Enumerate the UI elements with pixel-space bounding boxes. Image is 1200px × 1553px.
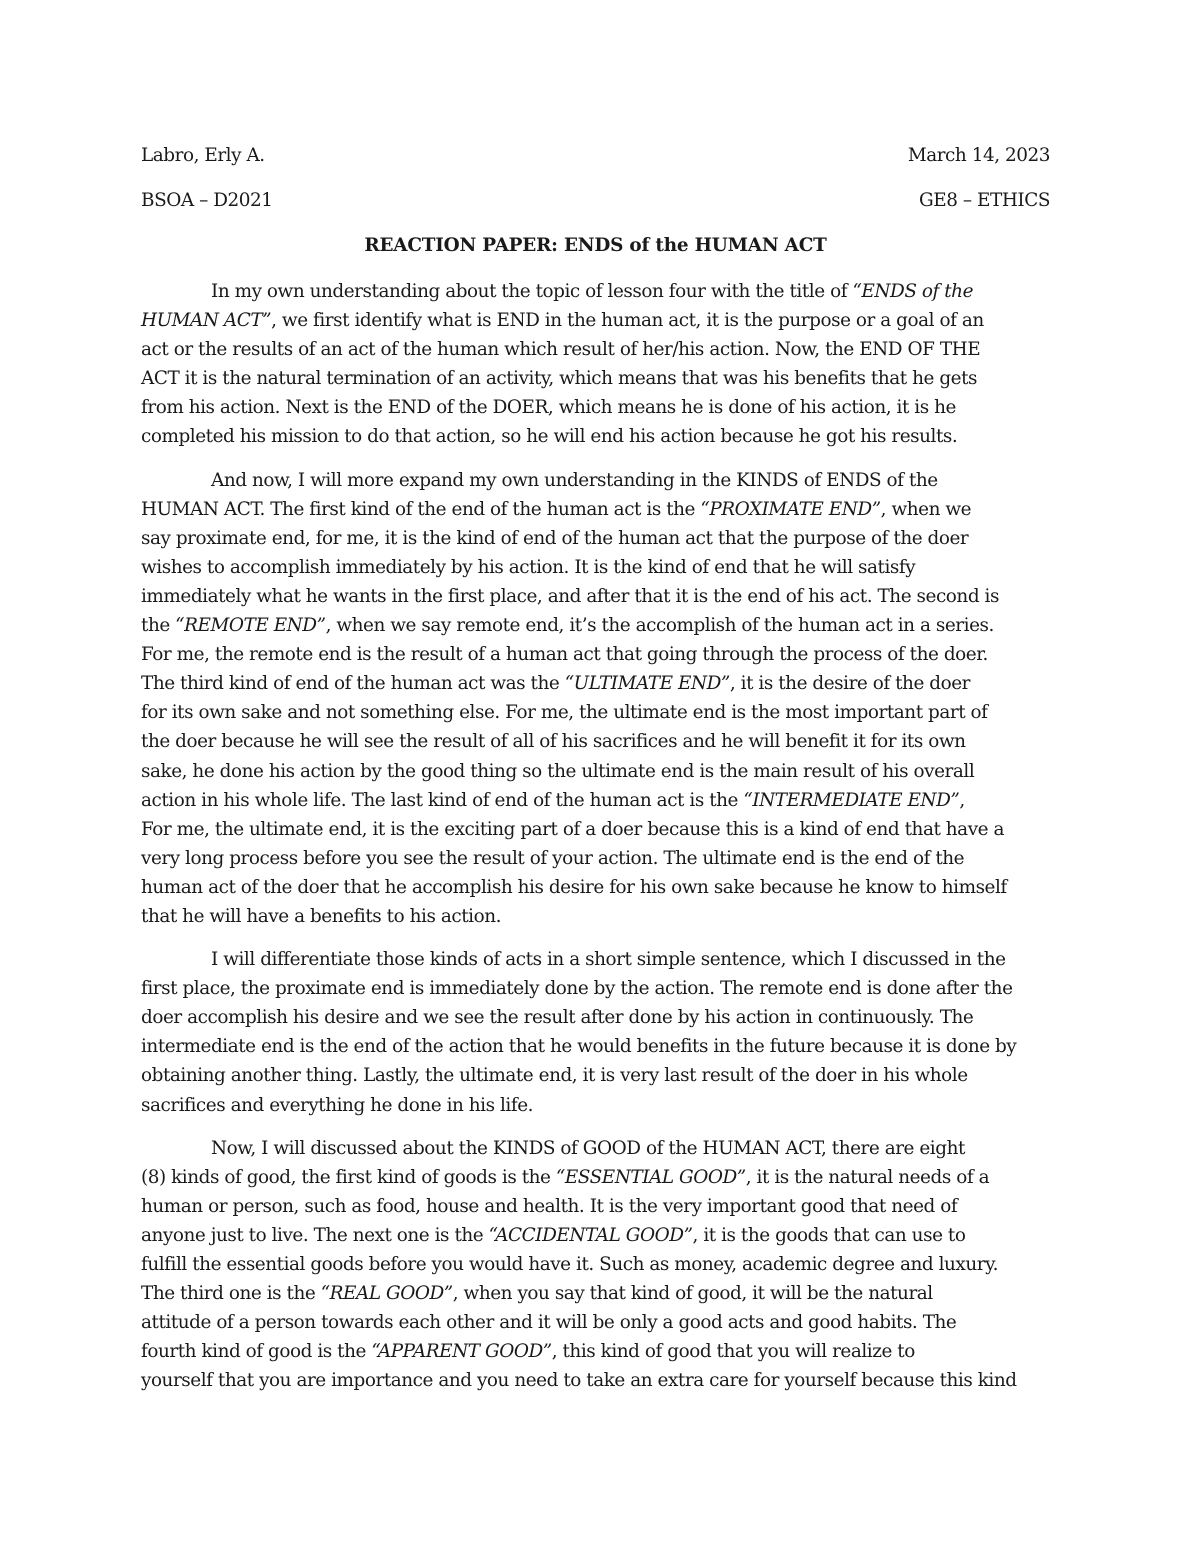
text-run: For me, the remote end is the result of a human act that going through the process of the doer.: [141, 644, 988, 666]
text-line: [141, 1250, 1053, 1279]
text-line: [141, 1192, 1053, 1221]
text-line: [141, 640, 1053, 669]
text-run: that he will have a benefits to his action.: [141, 905, 501, 927]
text-run: action in his whole life. The last kind of end of the human act is the: [141, 789, 744, 811]
course-code: GE8 – ETHICS: [919, 190, 1050, 211]
text-line: [141, 757, 1053, 786]
text-line: [141, 466, 1053, 495]
text-line: [141, 844, 1053, 873]
text-run: say proximate end, for me, it is the kind of end of the human act that the purpose of the doer: [141, 527, 969, 549]
text-run: ,: [959, 789, 965, 811]
text-run: completed his mission to do that action, so he will end his action because he got his results.: [141, 426, 958, 448]
text-line: [141, 393, 1053, 422]
text-line: [141, 495, 1053, 524]
paragraph: [141, 945, 1053, 1120]
text-run: wishes to accomplish immediately by his action. It is the kind of end that he will satisfy: [141, 556, 916, 578]
text-run: In my own understanding about the topic of lesson four with the title of: [211, 281, 853, 302]
text-line: [141, 1032, 1053, 1061]
header-row-1: [141, 141, 1050, 170]
text-run: immediately what he wants in the first place, and after that it is the end of his act. The second is: [141, 585, 999, 607]
paragraph: [141, 277, 1053, 452]
text-line: [141, 335, 1053, 364]
text-line: [141, 422, 1053, 451]
text-line: [141, 1134, 1053, 1163]
italic-term: “ACCIDENTAL GOOD”: [488, 1224, 693, 1246]
text-line: [141, 553, 1053, 582]
text-run: , it is the desire of the doer: [729, 673, 971, 695]
italic-term: HUMAN ACT”: [141, 310, 272, 332]
text-run: very long process before you see the result of your action. The ultimate end is the end of the: [141, 847, 965, 869]
text-line: [141, 364, 1053, 393]
text-line: [141, 582, 1053, 611]
text-run: sake, he done his action by the good thing so the ultimate end is the main result of his overall: [141, 760, 975, 782]
page-title: REACTION PAPER: ENDS of the HUMAN ACT: [364, 235, 827, 256]
header-row-2: [141, 186, 1050, 215]
text-run: doer accomplish his desire and we see the result after done by his action in continuously. The: [141, 1007, 974, 1029]
text-run: the: [141, 615, 176, 637]
text-line: [141, 1163, 1053, 1192]
text-run: the doer because he will see the result of all of his sacrifices and he will benefit it for its own: [141, 731, 966, 753]
text-run: obtaining another thing. Lastly, the ultimate end, it is very last result of the doer in his whole: [141, 1065, 968, 1087]
text-line: [141, 698, 1053, 727]
text-run: intermediate end is the end of the action that he would benefits in the future because it is done by: [141, 1036, 1017, 1058]
text-run: (8) kinds of good, the first kind of goods is the: [141, 1166, 556, 1188]
text-run: , when we say remote end, it’s the accomplish of the human act in a series.: [325, 615, 994, 637]
text-line: [141, 1366, 1053, 1395]
text-line: [141, 1003, 1053, 1032]
text-run: , when you say that kind of good, it will be the natural: [452, 1283, 933, 1305]
text-line: [141, 1221, 1053, 1250]
text-line: [141, 1279, 1053, 1308]
text-line: [141, 306, 1053, 335]
text-run: The third one is the: [141, 1283, 321, 1305]
text-run: And now, I will more expand my own understanding in the KINDS of ENDS of the: [211, 469, 938, 491]
text-run: fulfill the essential goods before you would have it. Such as money, academic degree and luxury.: [141, 1254, 998, 1275]
text-run: act or the results of an act of the human which result of her/his action. Now, the END OF THE: [141, 339, 981, 361]
text-run: , when we: [880, 498, 972, 520]
paragraph: [141, 466, 1053, 932]
document-date: March 14, 2023: [907, 145, 1050, 166]
text-line: [141, 277, 1053, 306]
text-line: [141, 524, 1053, 553]
text-run: from his action. Next is the END of the DOER, which means he is done of his action, it is he: [141, 397, 956, 419]
text-run: HUMAN ACT. The first kind of the end of the human act is the: [141, 498, 701, 520]
text-run: first place, the proximate end is immediately done by the action. The remote end is done after the: [141, 978, 1013, 1000]
text-line: [141, 873, 1053, 902]
text-line: [141, 786, 1053, 815]
italic-term: “APPARENT GOOD”: [371, 1341, 552, 1363]
author-name: Labro, Erly A.: [141, 145, 265, 166]
italic-term: “INTERMEDIATE END”: [743, 789, 960, 811]
text-line: [141, 1061, 1053, 1090]
text-run: , it is the natural needs of a: [745, 1166, 990, 1188]
text-run: fourth kind of good is the: [141, 1341, 372, 1363]
text-run: human act of the doer that he accomplish his desire for his own sake because he know to himself: [141, 876, 1007, 898]
text-run: for its own sake and not something else. For me, the ultimate end is the most important part of: [141, 702, 988, 724]
italic-term: “REAL GOOD”: [320, 1283, 453, 1305]
text-run: , it is the goods that can use to: [692, 1224, 966, 1246]
section-code: BSOA – D2021: [141, 190, 273, 211]
text-run: human or person, such as food, house and health. It is the very important good that need of: [141, 1195, 958, 1217]
text-run: anyone just to live. The next one is the: [141, 1224, 489, 1246]
text-run: For me, the ultimate end, it is the exciting part of a doer because this is a kind of end that have a: [141, 818, 1004, 840]
text-run: attitude of a person towards each other and it will be only a good acts and good habits. The: [141, 1312, 957, 1334]
text-run: ACT it is the natural termination of an activity, which means that was his benefits that he gets: [141, 368, 978, 390]
paragraph: [141, 1134, 1053, 1396]
italic-term: “ENDS of the: [852, 281, 974, 302]
text-line: [141, 902, 1053, 931]
text-run: The third kind of end of the human act was the: [141, 673, 565, 695]
text-line: [141, 727, 1053, 756]
italic-term: “ESSENTIAL GOOD”: [555, 1166, 746, 1188]
text-line: [141, 669, 1053, 698]
text-run: sacrifices and everything he done in his life.: [141, 1094, 534, 1116]
italic-term: “REMOTE END”: [175, 615, 326, 637]
text-line: [141, 1091, 1053, 1120]
italic-term: “ULTIMATE END”: [564, 673, 730, 695]
text-run: yourself that you are importance and you need to take an extra care for yourself because this kind: [141, 1370, 1017, 1392]
text-run: , this kind of good that you will realize to: [551, 1341, 915, 1363]
text-line: [141, 1308, 1053, 1337]
text-line: [141, 611, 1053, 640]
body-text: [141, 277, 1053, 1409]
text-run: , we first identify what is END in the human act, it is the purpose or a goal of an: [271, 310, 984, 332]
text-run: I will differentiate those kinds of acts in a short simple sentence, which I discussed in the: [211, 949, 1006, 971]
text-line: [141, 974, 1053, 1003]
text-run: Now, I will discussed about the KINDS of GOOD of the HUMAN ACT, there are eight: [211, 1137, 965, 1159]
italic-term: “PROXIMATE END”: [700, 498, 881, 520]
text-line: [141, 815, 1053, 844]
text-line: [141, 1337, 1053, 1366]
text-line: [141, 945, 1053, 974]
